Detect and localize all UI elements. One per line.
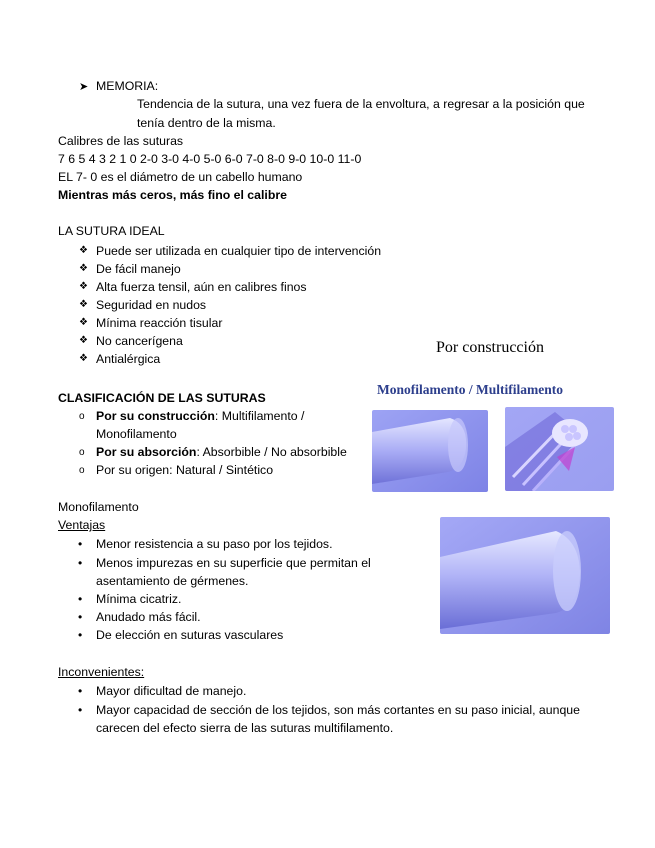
dot-bullet-icon: •: [78, 684, 83, 698]
diamond-bullet-icon: ❖: [79, 281, 88, 292]
dot-bullet-icon: •: [78, 556, 83, 570]
sutura-ideal-item: No cancerígena: [96, 334, 183, 348]
calibres-title: Calibres de las suturas: [58, 134, 184, 148]
calibres-bold-note: Mientras más ceros, más fino el calibre: [58, 188, 287, 202]
inconveniente-item: Mayor capacidad de sección de los tejidos, son más cortantes en su paso inicial, aunque: [96, 703, 580, 717]
sutura-ideal-item: De fácil manejo: [96, 262, 181, 276]
ventaja-item: Mínima cicatriz.: [96, 592, 182, 606]
ventaja-item: Anudado más fácil.: [96, 610, 201, 624]
circle-bullet-icon: o: [79, 447, 85, 458]
diamond-bullet-icon: ❖: [79, 299, 88, 310]
diamond-bullet-icon: ❖: [79, 245, 88, 256]
circle-bullet-icon: o: [79, 465, 85, 476]
dot-bullet-icon: •: [78, 537, 83, 551]
monofilament-photo: [372, 410, 488, 492]
figure-subtitle: Monofilamento / Multifilamento: [377, 382, 563, 397]
ventaja-item: Menor resistencia a su paso por los tejidos.: [96, 537, 333, 551]
clasificacion-item-1-value: : Multifilamento /: [214, 409, 305, 423]
sutura-ideal-title: LA SUTURA IDEAL: [58, 224, 165, 238]
sutura-ideal-item: Mínima reacción tisular: [96, 316, 223, 330]
dot-bullet-icon: •: [78, 703, 83, 717]
inconveniente-item: Mayor dificultad de manejo.: [96, 684, 247, 698]
monofilamento-title: Monofilamento: [58, 500, 139, 514]
diamond-bullet-icon: ❖: [79, 317, 88, 328]
sutura-ideal-item: Antialérgica: [96, 352, 161, 366]
arrow-bullet-icon: ➤: [79, 81, 89, 93]
circle-bullet-icon: o: [79, 411, 85, 422]
diamond-bullet-icon: ❖: [79, 335, 88, 346]
figure-caption: Por construcción: [436, 339, 544, 356]
diamond-bullet-icon: ❖: [79, 353, 88, 364]
dot-bullet-icon: •: [78, 628, 83, 642]
clasificacion-item-2: [96, 445, 347, 460]
clasificacion-item-3-label: Por su origen:: [96, 463, 176, 477]
clasificacion-item-2-value: : Absorbible / No absorbible: [196, 445, 347, 459]
dot-bullet-icon: •: [78, 610, 83, 624]
memoria-heading: MEMORIA:: [96, 79, 159, 93]
ventaja-item: De elección en suturas vasculares: [96, 628, 284, 642]
sutura-ideal-item: Seguridad en nudos: [96, 298, 207, 312]
monofilament-closeup-photo: [440, 517, 610, 634]
memoria-line-2: tenía dentro de la misma.: [137, 116, 276, 130]
inconveniente-item-continuation: carecen del efecto sierra de las suturas multifilamento.: [96, 721, 394, 735]
ventajas-label: Ventajas: [58, 518, 106, 532]
memoria-line-1: Tendencia de la sutura, una vez fuera de la envoltura, a regresar a la posición que: [137, 97, 585, 111]
sutura-ideal-item: Alta fuerza tensil, aún en calibres finos: [96, 280, 307, 294]
ventaja-item-continuation: asentamiento de gérmenes.: [96, 574, 249, 588]
dot-bullet-icon: •: [78, 592, 83, 606]
sutura-ideal-item: Puede ser utilizada en cualquier tipo de intervención: [96, 244, 382, 258]
clasificacion-item-3: [96, 463, 273, 478]
clasificacion-item-1-label: Por su construcción: [96, 409, 215, 423]
calibres-sequence: 7 6 5 4 3 2 1 0 2-0 3-0 4-0 5-0 6-0 7-0 8-0 9-0 10-0 11-0: [58, 152, 362, 166]
clasificacion-item-2-label: Por su absorción: [96, 445, 197, 459]
clasificacion-item-3-value: Natural / Sintético: [175, 463, 274, 477]
multifilament-photo: [505, 407, 614, 491]
calibres-note: EL 7- 0 es el diámetro de un cabello humano: [58, 170, 303, 184]
clasificacion-item-1-line2: Monofilamento: [96, 427, 177, 441]
clasificacion-item-1: [96, 409, 304, 424]
ventaja-item: Menos impurezas en su superficie que permitan el: [96, 556, 371, 570]
diamond-bullet-icon: ❖: [79, 263, 88, 274]
clasificacion-title: CLASIFICACIÓN DE LAS SUTURAS: [58, 391, 266, 405]
inconvenientes-label: Inconvenientes:: [58, 665, 145, 679]
